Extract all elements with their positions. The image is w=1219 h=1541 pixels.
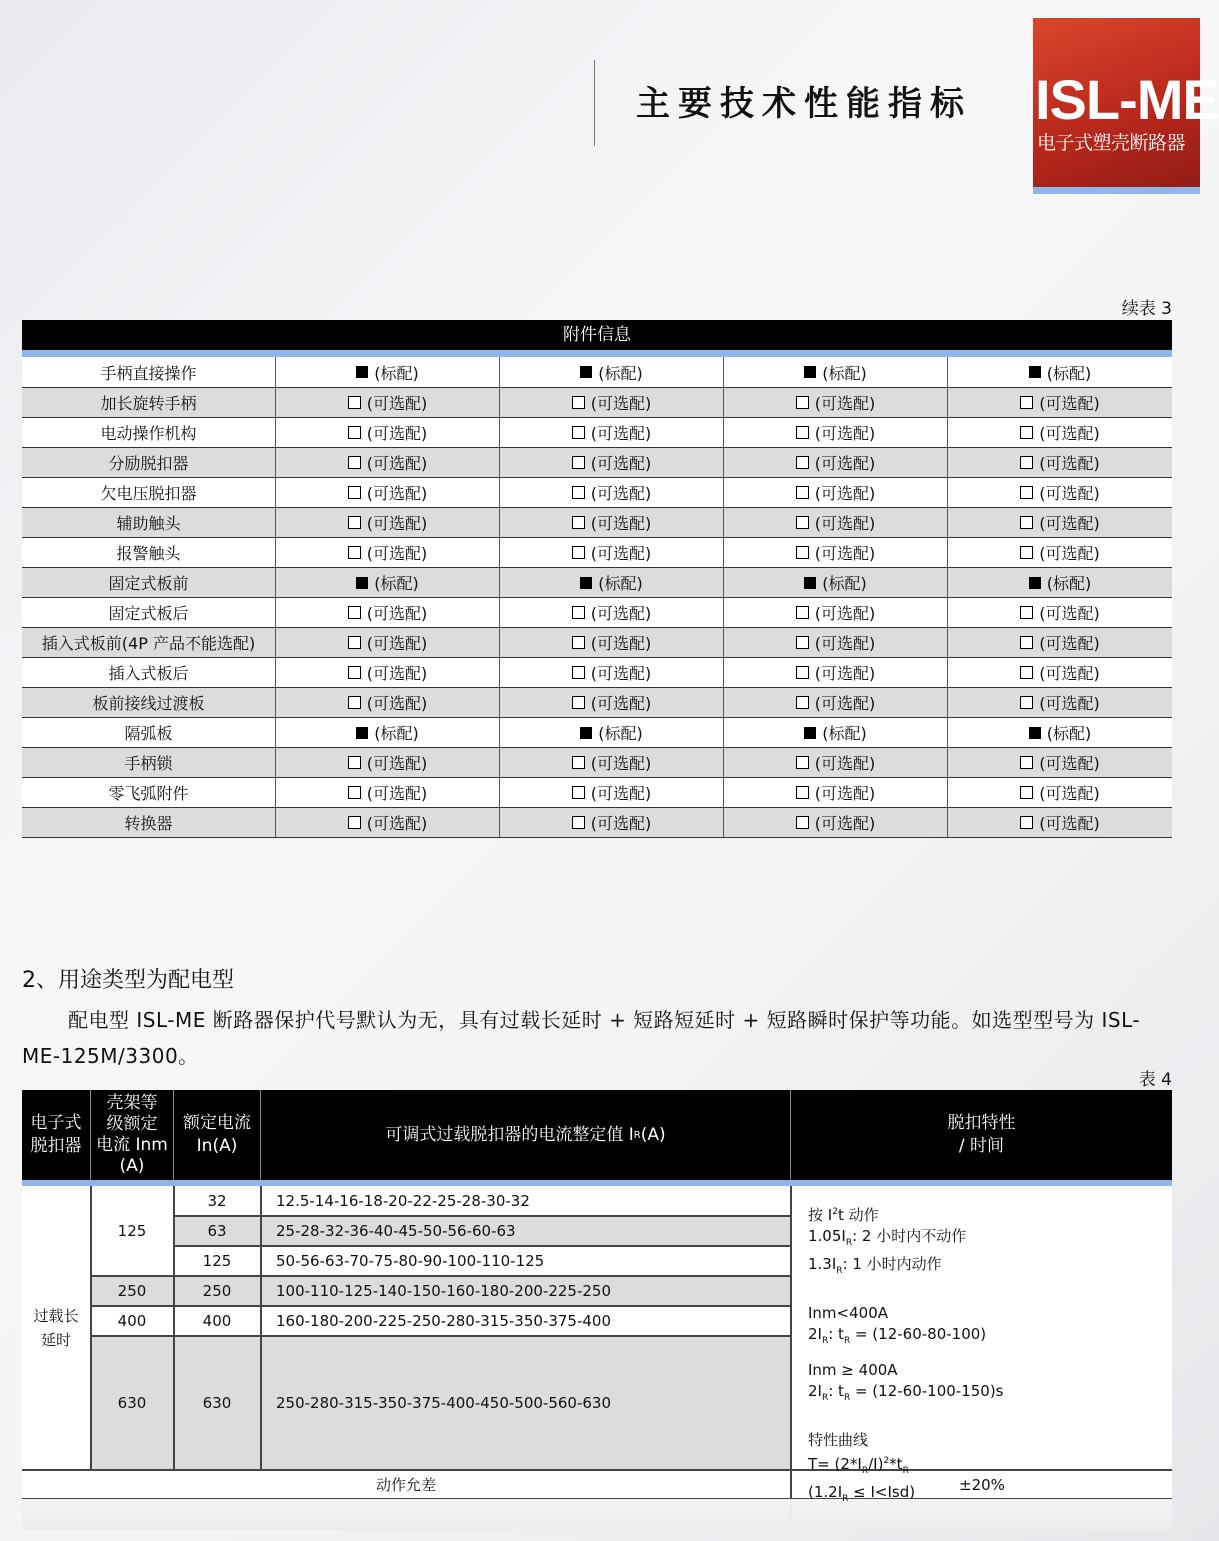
empty-square-icon — [796, 816, 809, 829]
optional-cell — [948, 508, 1172, 537]
optional-cell — [724, 598, 948, 627]
empty-square-icon — [572, 396, 585, 409]
empty-square-icon — [572, 696, 585, 709]
optional-cell — [948, 448, 1172, 477]
optional-cell — [500, 478, 724, 507]
empty-square-icon — [1020, 486, 1033, 499]
optional-cell — [724, 538, 948, 567]
accessory-row — [22, 448, 1172, 478]
accessory-table-title: 附件信息 — [22, 320, 1172, 350]
optional-cell — [276, 808, 500, 837]
optional-cell — [724, 508, 948, 537]
empty-square-icon — [572, 786, 585, 799]
frame-current-cell: 630 — [117, 1393, 147, 1412]
optional-cell — [948, 598, 1172, 627]
availability-text: (可选配) — [366, 784, 428, 803]
empty-square-icon — [796, 546, 809, 559]
frame-current-cell: 250 — [117, 1282, 147, 1300]
empty-square-icon — [348, 486, 361, 499]
optional-cell — [948, 478, 1172, 507]
empty-square-icon — [1020, 516, 1033, 529]
empty-square-icon — [572, 516, 585, 529]
empty-square-icon — [796, 426, 809, 439]
accessory-name: 转换器 — [22, 808, 276, 837]
filled-square-icon — [804, 577, 816, 589]
availability-text: (可选配) — [366, 484, 428, 503]
empty-square-icon — [572, 636, 585, 649]
optional-cell — [948, 538, 1172, 567]
standard-cell — [276, 568, 500, 597]
accessory-name: 报警触头 — [22, 538, 276, 567]
optional-cell — [276, 778, 500, 807]
availability-text: (可选配) — [1039, 664, 1100, 683]
optional-cell — [276, 508, 500, 537]
optional-cell — [948, 778, 1172, 807]
optional-cell — [500, 658, 724, 687]
section-paragraph — [22, 1002, 1172, 1074]
empty-square-icon — [348, 636, 361, 649]
availability-text: (可选配) — [590, 754, 652, 773]
rated-current-cell: 250 — [202, 1282, 232, 1300]
availability-text: (可选配) — [590, 814, 652, 833]
standard-cell — [948, 718, 1172, 747]
empty-square-icon — [572, 456, 585, 469]
optional-cell — [724, 628, 948, 657]
accessory-name: 电动操作机构 — [22, 418, 276, 447]
availability-text: (可选配) — [814, 484, 876, 503]
accessory-row — [22, 688, 1172, 718]
empty-square-icon — [348, 426, 361, 439]
optional-cell — [276, 598, 500, 627]
availability-text: (可选配) — [590, 664, 652, 683]
standard-cell — [724, 718, 948, 747]
optional-cell — [500, 778, 724, 807]
availability-text: (可选配) — [366, 454, 428, 473]
row-label-overload: 过载长 延时 — [33, 1306, 79, 1349]
optional-cell — [948, 808, 1172, 837]
availability-text: (可选配) — [1039, 424, 1100, 443]
standard-cell — [276, 718, 500, 747]
availability-text: (标配) — [374, 724, 419, 743]
rated-current-cell: 400 — [202, 1312, 232, 1330]
empty-square-icon — [1020, 786, 1033, 799]
optional-cell — [276, 478, 500, 507]
logo-subtitle: 电子式塑壳断路器 — [1037, 132, 1186, 154]
accessory-row — [22, 808, 1172, 838]
empty-square-icon — [796, 516, 809, 529]
accessory-name: 插入式板后 — [22, 658, 276, 687]
availability-text: (可选配) — [590, 424, 652, 443]
optional-cell — [948, 748, 1172, 777]
accessory-name: 分励脱扣器 — [22, 448, 276, 477]
accessory-name: 固定式板前 — [22, 568, 276, 597]
availability-text: (标配) — [374, 574, 419, 593]
availability-text: (可选配) — [590, 634, 652, 653]
availability-text: (可选配) — [366, 604, 428, 623]
availability-text: (标配) — [1046, 724, 1092, 743]
availability-text: (可选配) — [590, 454, 652, 473]
filled-square-icon — [580, 366, 592, 378]
optional-cell — [948, 688, 1172, 717]
optional-cell — [276, 388, 500, 417]
availability-text: (标配) — [1046, 363, 1092, 383]
accessory-name: 手柄锁 — [22, 748, 276, 777]
availability-text: (标配) — [822, 574, 867, 593]
availability-text: (可选配) — [814, 634, 876, 653]
optional-cell — [724, 388, 948, 417]
optional-cell — [500, 508, 724, 537]
brand-logo — [1033, 18, 1219, 194]
empty-square-icon — [1020, 606, 1033, 619]
accessory-row — [22, 478, 1172, 508]
empty-square-icon — [572, 816, 585, 829]
empty-square-icon — [572, 606, 585, 619]
standard-cell — [948, 357, 1172, 387]
optional-cell — [276, 658, 500, 687]
filled-square-icon — [580, 577, 592, 589]
empty-square-icon — [1020, 456, 1033, 469]
accessory-row — [22, 778, 1172, 808]
availability-text: (可选配) — [590, 784, 652, 803]
optional-cell — [948, 418, 1172, 447]
empty-square-icon — [1020, 816, 1033, 829]
availability-text: (可选配) — [814, 814, 876, 833]
availability-text: (可选配) — [814, 754, 876, 773]
trip-table-header — [22, 1090, 1172, 1180]
trip-table — [22, 1090, 1172, 1530]
availability-text: (可选配) — [814, 514, 876, 533]
availability-text: (可选配) — [814, 424, 876, 443]
optional-cell — [724, 688, 948, 717]
optional-cell — [724, 748, 948, 777]
filled-square-icon — [804, 727, 816, 739]
rated-current-cell: 32 — [207, 1192, 227, 1210]
setting-range-cell: 160-180-200-225-250-280-315-350-375-400 — [276, 1312, 612, 1330]
accessory-row — [22, 388, 1172, 418]
empty-square-icon — [348, 516, 361, 529]
accessory-row — [22, 357, 1172, 388]
empty-square-icon — [348, 396, 361, 409]
standard-cell — [724, 568, 948, 597]
empty-square-icon — [1020, 696, 1033, 709]
availability-text: (可选配) — [366, 634, 428, 653]
accessory-row — [22, 628, 1172, 658]
empty-square-icon — [796, 786, 809, 799]
optional-cell — [500, 538, 724, 567]
empty-square-icon — [796, 666, 809, 679]
empty-square-icon — [348, 546, 361, 559]
accessory-row — [22, 718, 1172, 748]
rated-current-cell: 63 — [207, 1222, 227, 1240]
availability-text: (可选配) — [590, 514, 652, 533]
header-frame-current: 壳架等 级额定 电流 Inm (A) — [96, 1093, 168, 1176]
optional-cell — [724, 448, 948, 477]
availability-text: (可选配) — [814, 544, 876, 563]
header-rated-current: 额定电流 In(A) — [183, 1113, 251, 1156]
availability-text: (标配) — [822, 724, 867, 743]
availability-text: (可选配) — [1039, 784, 1100, 803]
optional-cell — [724, 658, 948, 687]
standard-cell — [948, 568, 1172, 597]
accessory-row — [22, 748, 1172, 778]
optional-cell — [276, 688, 500, 717]
empty-square-icon — [796, 606, 809, 619]
availability-text: (可选配) — [1039, 694, 1100, 713]
empty-square-icon — [348, 786, 361, 799]
optional-cell — [500, 748, 724, 777]
optional-cell — [724, 478, 948, 507]
filled-square-icon — [356, 727, 368, 739]
availability-text: (可选配) — [590, 604, 652, 623]
availability-text: (可选配) — [1039, 544, 1100, 563]
accessory-name: 固定式板后 — [22, 598, 276, 627]
tolerance-value: ±20% — [959, 1475, 1005, 1494]
optional-cell — [500, 448, 724, 477]
optional-cell — [948, 628, 1172, 657]
accessory-row — [22, 418, 1172, 448]
availability-text: (可选配) — [1039, 754, 1100, 773]
availability-text: (可选配) — [1039, 514, 1100, 533]
availability-text: (可选配) — [590, 544, 652, 563]
empty-square-icon — [348, 696, 361, 709]
optional-cell — [500, 628, 724, 657]
empty-square-icon — [348, 456, 361, 469]
optional-cell — [276, 448, 500, 477]
empty-square-icon — [1020, 666, 1033, 679]
availability-text: (可选配) — [814, 784, 876, 803]
page-title: 主要技术性能指标 — [636, 84, 972, 124]
empty-square-icon — [1020, 756, 1033, 769]
availability-text: (可选配) — [1039, 814, 1100, 833]
optional-cell — [500, 808, 724, 837]
empty-square-icon — [796, 756, 809, 769]
availability-text: (可选配) — [366, 424, 428, 443]
accessory-row — [22, 568, 1172, 598]
optional-cell — [500, 688, 724, 717]
header-trip-characteristic: 脱扣特性 / 时间 — [947, 1113, 1016, 1156]
accessory-name: 手柄直接操作 — [22, 357, 276, 387]
availability-text: (可选配) — [366, 754, 428, 773]
optional-cell — [500, 598, 724, 627]
filled-square-icon — [1029, 366, 1041, 378]
filled-square-icon — [356, 577, 368, 589]
optional-cell — [948, 658, 1172, 687]
standard-cell — [500, 718, 724, 747]
section-title: 2、用途类型为配电型 — [22, 968, 234, 993]
availability-text: (标配) — [822, 363, 867, 383]
optional-cell — [948, 388, 1172, 417]
availability-text: (可选配) — [814, 454, 876, 473]
empty-square-icon — [1020, 546, 1033, 559]
empty-square-icon — [348, 666, 361, 679]
setting-range-cell: 100-110-125-140-150-160-180-200-225-250 — [276, 1282, 612, 1300]
empty-square-icon — [348, 816, 361, 829]
frame-current-cell: 400 — [117, 1312, 147, 1330]
table4-note: 表 4 — [1138, 1070, 1172, 1090]
accessory-name: 隔弧板 — [22, 718, 276, 747]
header-trip-unit: 电子式 脱扣器 — [30, 1113, 82, 1156]
section-paragraph-text: 配电型 ISL-ME 断路器保护代号默认为无，具有过载长延时 + 短路短延时 + 短路瞬时保护等功能。如选型型号为 ISL-ME-125M/3300。 — [22, 1008, 1141, 1068]
availability-text: (可选配) — [366, 694, 428, 713]
standard-cell — [500, 357, 724, 387]
availability-text: (可选配) — [1039, 394, 1100, 413]
empty-square-icon — [796, 456, 809, 469]
accessory-row — [22, 508, 1172, 538]
frame-current-cell: 125 — [117, 1222, 147, 1240]
empty-square-icon — [796, 396, 809, 409]
accessory-row — [22, 598, 1172, 628]
optional-cell — [724, 808, 948, 837]
optional-cell — [276, 628, 500, 657]
rated-current-cell: 630 — [202, 1393, 232, 1412]
accessory-name: 加长旋转手柄 — [22, 388, 276, 417]
logo-wordmark: ISL-ME — [1035, 68, 1219, 131]
optional-cell — [276, 748, 500, 777]
availability-text: (可选配) — [590, 694, 652, 713]
availability-text: (可选配) — [366, 814, 428, 833]
filled-square-icon — [580, 727, 592, 739]
accessory-table — [22, 320, 1172, 838]
availability-text: (可选配) — [1039, 454, 1100, 473]
tolerance-label: 动作允差 — [375, 1476, 436, 1494]
accessory-name: 辅助触头 — [22, 508, 276, 537]
empty-square-icon — [1020, 426, 1033, 439]
optional-cell — [276, 538, 500, 567]
table3-note: 续表 3 — [1121, 299, 1172, 319]
filled-square-icon — [1029, 727, 1041, 739]
availability-text: (可选配) — [366, 544, 428, 563]
availability-text: (可选配) — [814, 664, 876, 683]
optional-cell — [724, 778, 948, 807]
empty-square-icon — [348, 606, 361, 619]
table-accent-bar — [22, 350, 1172, 357]
availability-text: (可选配) — [1039, 604, 1100, 623]
empty-square-icon — [572, 426, 585, 439]
availability-text: (可选配) — [590, 394, 652, 413]
trip-characteristic-description: 按 $I^2t$ 动作 $1.05I_R$: 2 小时内不动作 $1.3I_R$: 1 小时内动作 Inm<400A $2I_R$: $t_R = (12-60-80-100)$ Inm ≥ 400A $2I_R$: $t_R = (12-60-100-150)s$ 特性曲线 $T= (2*I_R/I)^2*t_R$ $(1.2I_R \le I<Isd)$ — [808, 1206, 1004, 1504]
accessory-row — [22, 538, 1172, 568]
availability-text: (标配) — [374, 363, 419, 383]
empty-square-icon — [796, 636, 809, 649]
accessory-row — [22, 658, 1172, 688]
availability-text: (标配) — [598, 574, 643, 593]
availability-text: (可选配) — [366, 514, 428, 533]
accessory-table-body — [22, 357, 1172, 838]
accessory-name: 板前接线过渡板 — [22, 688, 276, 717]
empty-square-icon — [796, 696, 809, 709]
empty-square-icon — [1020, 636, 1033, 649]
setting-range-cell: 250-280-315-350-375-400-450-500-560-630 — [276, 1393, 612, 1412]
availability-text: (可选配) — [814, 694, 876, 713]
optional-cell — [500, 418, 724, 447]
availability-text: (可选配) — [366, 664, 428, 683]
filled-square-icon — [804, 366, 816, 378]
empty-square-icon — [796, 486, 809, 499]
standard-cell — [500, 568, 724, 597]
empty-square-icon — [348, 756, 361, 769]
empty-square-icon — [1020, 396, 1033, 409]
setting-range-cell: 12.5-14-16-18-20-22-25-28-30-32 — [276, 1192, 530, 1210]
availability-text: (可选配) — [1039, 484, 1100, 503]
optional-cell — [276, 418, 500, 447]
optional-cell — [724, 418, 948, 447]
empty-square-icon — [572, 666, 585, 679]
standard-cell — [276, 357, 500, 387]
empty-square-icon — [572, 486, 585, 499]
empty-square-icon — [572, 756, 585, 769]
availability-text: (可选配) — [1039, 634, 1100, 653]
empty-square-icon — [572, 546, 585, 559]
availability-text: (可选配) — [590, 484, 652, 503]
rated-current-cell: 125 — [202, 1252, 232, 1270]
standard-cell — [724, 357, 948, 387]
accessory-name: 插入式板前(4P 产品不能选配) — [22, 628, 276, 657]
availability-text: (标配) — [598, 363, 643, 383]
header-divider — [594, 60, 595, 146]
setting-range-cell: 50-56-63-70-75-80-90-100-110-125 — [276, 1252, 545, 1270]
availability-text: (标配) — [1046, 574, 1092, 593]
accessory-name: 零飞弧附件 — [22, 778, 276, 807]
setting-range-cell: 25-28-32-36-40-45-50-56-60-63 — [276, 1222, 516, 1240]
accessory-name: 欠电压脱扣器 — [22, 478, 276, 507]
optional-cell — [500, 388, 724, 417]
availability-text: (可选配) — [366, 394, 428, 413]
filled-square-icon — [1029, 577, 1041, 589]
availability-text: (可选配) — [814, 394, 876, 413]
filled-square-icon — [356, 366, 368, 378]
availability-text: (可选配) — [814, 604, 876, 623]
header-setting-range: 可调式过载脱扣器的电流整定值 I R (A) — [385, 1124, 666, 1145]
availability-text: (标配) — [598, 724, 643, 743]
